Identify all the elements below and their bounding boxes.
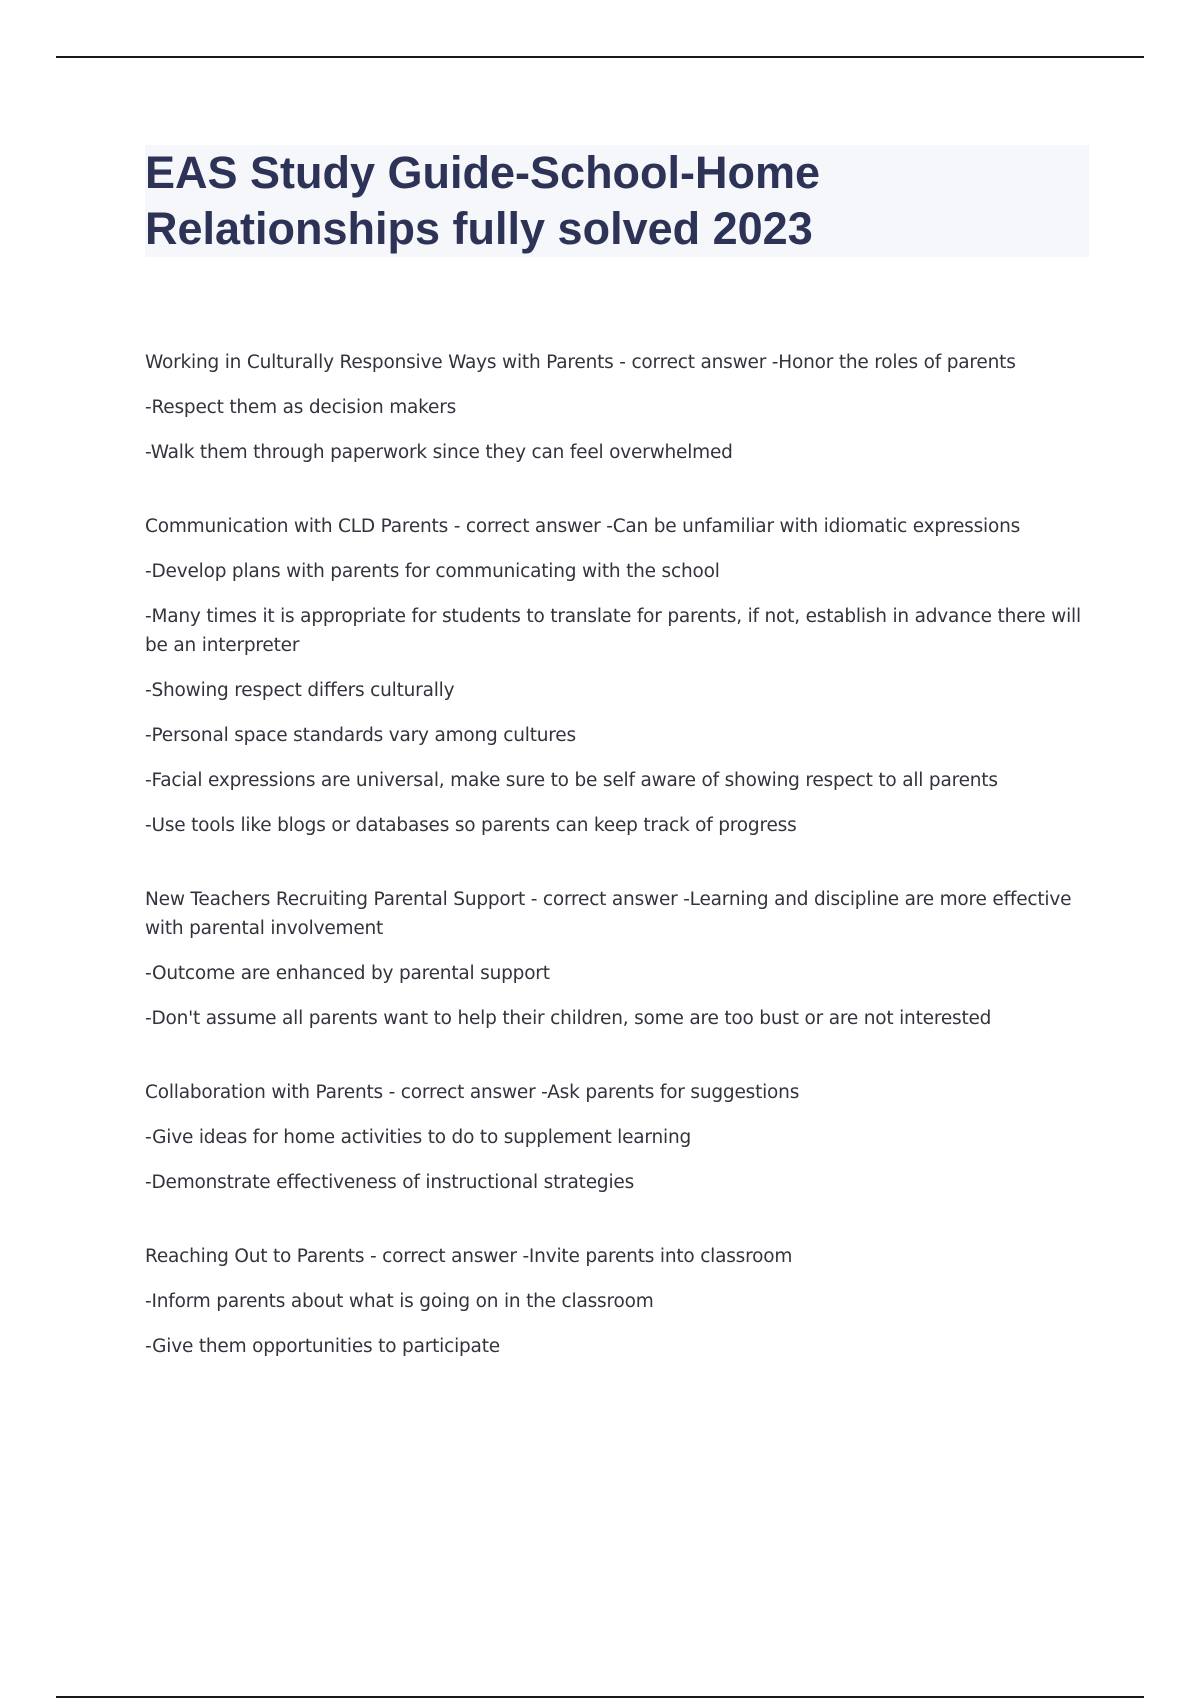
answer-line: -Facial expressions are universal, make sure to be self aware of showing respect to all parents xyxy=(145,770,998,791)
answer-line: -Use tools like blogs or databases so parents can keep track of progress xyxy=(145,815,797,836)
document-body xyxy=(145,348,1085,1406)
answer-line: -Give them opportunities to participate xyxy=(145,1336,500,1357)
section-culturally-responsive xyxy=(145,348,1085,467)
answer-line: -Respect them as decision makers xyxy=(145,397,457,418)
bottom-rule xyxy=(56,1696,1144,1698)
answer-line: -Develop plans with parents for communicating with the school xyxy=(145,561,720,582)
answer-line: -Give ideas for home activities to do to supplement learning xyxy=(145,1127,692,1148)
question-line: Reaching Out to Parents - correct answer -Invite parents into classroom xyxy=(145,1246,793,1267)
answer-line: -Don't assume all parents want to help their children, some are too bust or are not interested xyxy=(145,1008,992,1029)
top-rule xyxy=(56,56,1144,58)
section-parental-support xyxy=(145,885,1085,1033)
answer-line: -Personal space standards vary among cultures xyxy=(145,725,576,746)
answer-line: -Walk them through paperwork since they can feel overwhelmed xyxy=(145,442,733,463)
answer-line: -Many times it is appropriate for students to translate for parents, if not, establish in advance there will be an interpreter xyxy=(145,606,1081,656)
section-collaboration xyxy=(145,1078,1085,1197)
question-line: Collaboration with Parents - correct answer -Ask parents for suggestions xyxy=(145,1082,800,1103)
answer-line: -Outcome are enhanced by parental support xyxy=(145,963,550,984)
question-line: Communication with CLD Parents - correct answer -Can be unfamiliar with idiomatic expressions xyxy=(145,516,1021,537)
answer-line: -Demonstrate effectiveness of instructional strategies xyxy=(145,1172,635,1193)
question-line: New Teachers Recruiting Parental Support - correct answer -Learning and discipline are more effective with parental involvement xyxy=(145,889,1072,939)
question-line: Working in Culturally Responsive Ways with Parents - correct answer -Honor the roles of parents xyxy=(145,352,1016,373)
answer-line: -Inform parents about what is going on in the classroom xyxy=(145,1291,654,1312)
answer-line: -Showing respect differs culturally xyxy=(145,680,455,701)
section-reaching-out xyxy=(145,1242,1085,1361)
section-cld-communication xyxy=(145,512,1085,840)
page-title: EAS Study Guide-School-Home Relationships fully solved 2023 xyxy=(145,147,821,254)
title-box xyxy=(145,145,1089,257)
